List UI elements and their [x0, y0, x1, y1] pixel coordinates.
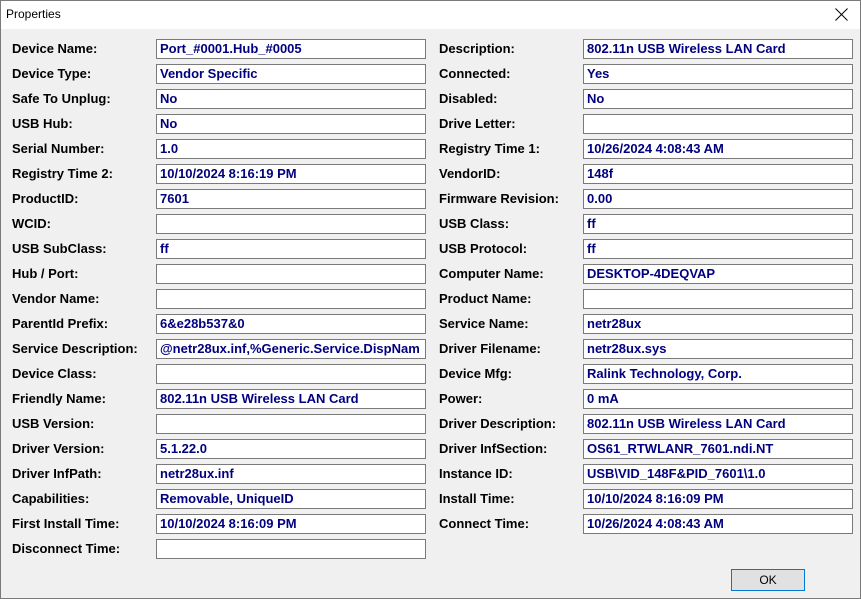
field-label: USB Protocol:	[439, 241, 528, 256]
field-value-box[interactable]: 10/10/2024 8:16:09 PM	[583, 489, 853, 509]
field-label: Connect Time:	[439, 516, 530, 531]
field-value-box[interactable]: netr28ux.sys	[583, 339, 853, 359]
field-value-box[interactable]	[583, 289, 853, 309]
field-value-box[interactable]: ff	[583, 239, 853, 259]
field-label: Driver Description:	[439, 416, 557, 431]
field-label: USB Class:	[439, 216, 510, 231]
field-label: Service Name:	[439, 316, 529, 331]
field-label: Driver InfSection:	[439, 441, 548, 456]
field-label: Disabled:	[439, 91, 498, 106]
field-value-box[interactable]: Vendor Specific	[156, 64, 426, 84]
field-label: Device Name:	[12, 41, 98, 56]
field-label: Friendly Name:	[12, 391, 106, 406]
field-label: Device Mfg:	[439, 366, 512, 381]
field-value-box[interactable]: 6&e28b537&0	[156, 314, 426, 334]
field-label: VendorID:	[439, 166, 501, 181]
field-label: Instance ID:	[439, 466, 513, 481]
field-value-box[interactable]: USB\VID_148F&PID_7601\1.0	[583, 464, 853, 484]
field-label: WCID:	[12, 216, 51, 231]
field-label: Power:	[439, 391, 483, 406]
field-label: Product Name:	[439, 291, 532, 306]
field-label: Service Description:	[12, 341, 138, 356]
field-value-box[interactable]: OS61_RTWLANR_7601.ndi.NT	[583, 439, 853, 459]
field-label: Drive Letter:	[439, 116, 516, 131]
field-label: Computer Name:	[439, 266, 544, 281]
field-label: Driver Version:	[12, 441, 105, 456]
close-icon[interactable]	[834, 7, 850, 23]
field-label: ParentId Prefix:	[12, 316, 109, 331]
field-value-box[interactable]: Ralink Technology, Corp.	[583, 364, 853, 384]
field-value-box[interactable]	[156, 414, 426, 434]
field-label: USB Version:	[12, 416, 95, 431]
field-value-box[interactable]	[156, 264, 426, 284]
field-value-box[interactable]: No	[583, 89, 853, 109]
field-label: Connected:	[439, 66, 511, 81]
field-label: First Install Time:	[12, 516, 120, 531]
field-value-box[interactable]: No	[156, 89, 426, 109]
field-value-box[interactable]: 1.0	[156, 139, 426, 159]
field-value-box[interactable]: Yes	[583, 64, 853, 84]
field-value-box[interactable]: 148f	[583, 164, 853, 184]
field-value-box[interactable]: 5.1.22.0	[156, 439, 426, 459]
title-bar	[1, 1, 860, 29]
field-value-box[interactable]: Port_#0001.Hub_#0005	[156, 39, 426, 59]
field-value-box[interactable]	[156, 364, 426, 384]
field-value-box[interactable]: 802.11n USB Wireless LAN Card	[583, 414, 853, 434]
field-value-box[interactable]: netr28ux	[583, 314, 853, 334]
field-label: Driver InfPath:	[12, 466, 102, 481]
field-label: Safe To Unplug:	[12, 91, 111, 106]
field-label: Driver Filename:	[439, 341, 541, 356]
field-label: Description:	[439, 41, 515, 56]
field-label: Registry Time 2:	[12, 166, 113, 181]
field-label: Registry Time 1:	[439, 141, 540, 156]
field-label: Install Time:	[439, 491, 515, 506]
field-value-box[interactable]: @netr28ux.inf,%Generic.Service.DispNam	[156, 339, 426, 359]
field-value-box[interactable]: Removable, UniqueID	[156, 489, 426, 509]
field-value-box[interactable]: 802.11n USB Wireless LAN Card	[156, 389, 426, 409]
field-value-box[interactable]: DESKTOP-4DEQVAP	[583, 264, 853, 284]
field-value-box[interactable]: ff	[156, 239, 426, 259]
field-label: USB SubClass:	[12, 241, 107, 256]
field-label: Capabilities:	[12, 491, 90, 506]
field-value-box[interactable]	[156, 539, 426, 559]
field-value-box[interactable]: 10/10/2024 8:16:09 PM	[156, 514, 426, 534]
ok-button[interactable]: OK	[731, 569, 805, 591]
field-value-box[interactable]: 10/26/2024 4:08:43 AM	[583, 514, 853, 534]
field-value-box[interactable]: 802.11n USB Wireless LAN Card	[583, 39, 853, 59]
field-label: Hub / Port:	[12, 266, 79, 281]
field-label: ProductID:	[12, 191, 79, 206]
field-value-box[interactable]: 0.00	[583, 189, 853, 209]
field-value-box[interactable]: 10/10/2024 8:16:19 PM	[156, 164, 426, 184]
field-label: Disconnect Time:	[12, 541, 121, 556]
field-value-box[interactable]	[156, 289, 426, 309]
field-label: Firmware Revision:	[439, 191, 559, 206]
field-value-box[interactable]: netr28ux.inf	[156, 464, 426, 484]
field-value-box[interactable]: 10/26/2024 4:08:43 AM	[583, 139, 853, 159]
field-label: Serial Number:	[12, 141, 105, 156]
field-label: USB Hub:	[12, 116, 73, 131]
field-value-box[interactable]: No	[156, 114, 426, 134]
field-label: Vendor Name:	[12, 291, 100, 306]
window-title: Properties	[6, 7, 61, 21]
field-value-box[interactable]: ff	[583, 214, 853, 234]
field-label: Device Class:	[12, 366, 97, 381]
field-value-box[interactable]	[156, 214, 426, 234]
field-label: Device Type:	[12, 66, 92, 81]
field-value-box[interactable]: 7601	[156, 189, 426, 209]
field-value-box[interactable]	[583, 114, 853, 134]
field-value-box[interactable]: 0 mA	[583, 389, 853, 409]
